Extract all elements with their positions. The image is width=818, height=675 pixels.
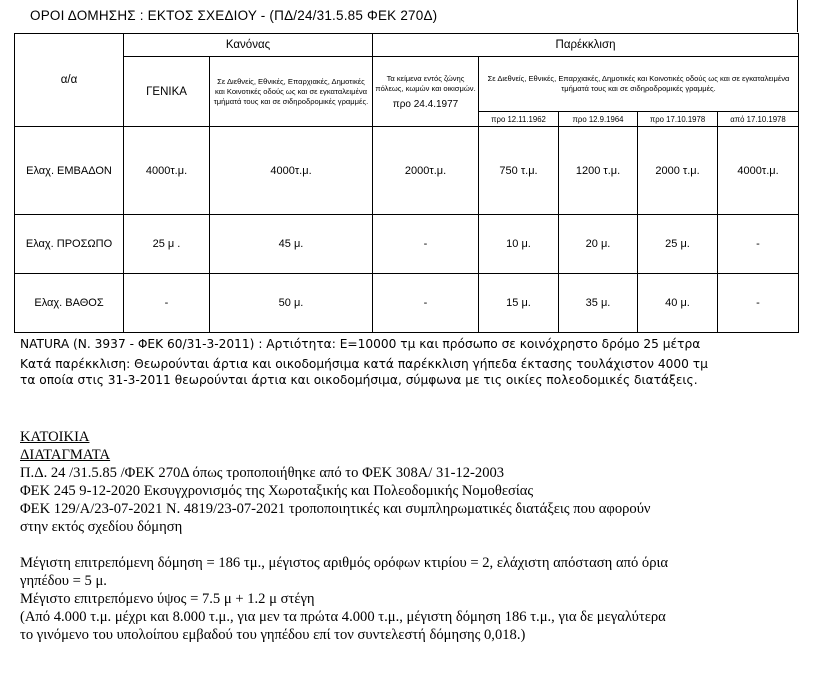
row-label: Ελαχ. ΒΑΘΟΣ (15, 273, 124, 332)
header-date-2: προ 12.9.1964 (559, 111, 638, 127)
natura-notes (20, 336, 800, 388)
header-rule-group: Κανόνας (124, 34, 373, 57)
range-note-line: το γινόμενο του υπολοίπου εμβαδού του γηπέδου επί τον συντελεστή δόμησης 0,018.) (20, 627, 526, 643)
range-note-line: (Από 4.000 τ.μ. μέχρι και 8.000 τ.μ., για μεν τα πρώτα 4.000 τ.μ., μέγιστη δόμηση 186 τ.μ., για δε μεγαλύτερα (20, 609, 666, 625)
page-title: ΟΡΟΙ ΔΟΜΗΣΗΣ : ΕΚΤΟΣ ΣΧΕΔΙΟΥ - (ΠΔ/24/31.5.85 ΦΕΚ 270Δ) (30, 8, 438, 23)
header-date-4: από 17.10.1978 (718, 111, 799, 127)
cell-general: - (124, 273, 210, 332)
cell-roads: 45 μ. (210, 214, 373, 273)
header-date-1: προ 12.11.1962 (479, 111, 559, 127)
header-roads-note: Σε Διεθνείς, Εθνικές, Επαρχιακές, Δημοτικές και Κοινοτικές οδούς ως και σε εγκαταλειμένα τμήματά τους και σε σιδηροδρομικές γραμμές. (210, 56, 373, 127)
cell-general: 4000τ.μ. (124, 127, 210, 214)
header-exception-group: Παρέκκλιση (373, 34, 799, 57)
header-aa: α/α (15, 34, 124, 127)
decrees-heading: ΔΙΑΤΑΓΜΑΤΑ (20, 447, 111, 463)
decree-line: Π.Δ. 24 /31.5.85 /ΦΕΚ 270Δ όπως τροποποιήθηκε από το ΦΕΚ 308Α/ 31-12-2003 (20, 465, 505, 481)
cell-date-1: 750 τ.μ. (479, 127, 559, 214)
max-build-line: γηπέδου = 5 μ. (20, 573, 107, 589)
header-exception-roads-note: Σε Διεθνείς, Εθνικές, Επαρχιακές, Δημοτικές και Κοινοτικές οδούς ως και σε εγκαταλειμένα τμήματά τους και σε σιδηροδρομικές γραμμές. (479, 56, 799, 111)
building-terms-table (14, 33, 799, 333)
cell-date-4: - (718, 214, 799, 273)
cell-date-2: 20 μ. (559, 214, 638, 273)
natura-note: NATURA (Ν. 3937 - ΦΕΚ 60/31-3-2011) : Αρτιότητα: Ε=10000 τμ και πρόσωπο σε κοινόχρηστο δρόμο 25 μέτρα (20, 337, 701, 351)
max-build-line: Μέγιστη επιτρεπόμενη δόμηση = 186 τμ., μέγιστος αριθμός ορόφων κτιρίου = 2, ελάχιστη απόσταση από όρια (20, 555, 669, 571)
cell-date-1: 15 μ. (479, 273, 559, 332)
cell-date-2: 35 μ. (559, 273, 638, 332)
cell-date-3: 2000 τ.μ. (638, 127, 718, 214)
cell-date-3: 40 μ. (638, 273, 718, 332)
table-row (15, 273, 799, 332)
exception-note-line-1: Κατά παρέκκλιση: Θεωρούνται άρτια και οικοδομήσιμα κατά παρέκκλιση γήπεδα έκτασης τουλάχιστον 4000 τμ (20, 357, 708, 371)
cell-date-3: 25 μ. (638, 214, 718, 273)
cell-date-1: 10 μ. (479, 214, 559, 273)
table-header-row (15, 34, 799, 57)
cell-date-4: 4000τ.μ. (718, 127, 799, 214)
cell-roads: 50 μ. (210, 273, 373, 332)
max-height-line: Μέγιστο επιτρεπόμενο ύψος = 7.5 μ + 1.2 μ στέγη (20, 591, 315, 607)
cell-general: 25 μ . (124, 214, 210, 273)
header-general: ΓΕΝΙΚΑ (124, 56, 210, 127)
cell-zones: - (373, 273, 479, 332)
header-zones-date: προ 24.4.1977 (392, 98, 459, 110)
cell-roads: 4000τ.μ. (210, 127, 373, 214)
housing-heading: ΚΑΤΟΙΚΙΑ (20, 429, 90, 445)
header-zones (373, 56, 479, 127)
cell-date-4: - (718, 273, 799, 332)
header-zones-note: Τα κείμενα εντός ζώνης πόλεως, κωμών και οικισμών. (375, 73, 476, 93)
housing-section (20, 428, 810, 644)
row-label: Ελαχ. ΕΜΒΑΔΟΝ (15, 127, 124, 214)
cell-zones: - (373, 214, 479, 273)
table-row (15, 214, 799, 273)
cell-zones: 2000τ.μ. (373, 127, 479, 214)
decree-line: ΦΕΚ 129/Α/23-07-2021 Ν. 4819/23-07-2021 τροποποιητικές και συμπληρωματικές διατάξεις που αφορούν (20, 501, 651, 517)
cell-date-2: 1200 τ.μ. (559, 127, 638, 214)
table-header-row (15, 56, 799, 111)
exception-note-line-2: τα οποία στις 31-3-2011 θεωρούνται άρτια και οικοδομήσιμα, σύμφωνα με τις οικίες πολεοδομικές διατάξεις. (20, 373, 698, 387)
row-label: Ελαχ. ΠΡΟΣΩΠΟ (15, 214, 124, 273)
header-date-3: προ 17.10.1978 (638, 111, 718, 127)
title-divider (797, 0, 798, 32)
decree-line: ΦΕΚ 245 9-12-2020 Εκσυγχρονισμός της Χωροταξικής και Πολεοδομικής Νομοθεσίας (20, 483, 534, 499)
decree-line: στην εκτός σχεδίου δόμηση (20, 519, 183, 535)
table-row (15, 127, 799, 214)
